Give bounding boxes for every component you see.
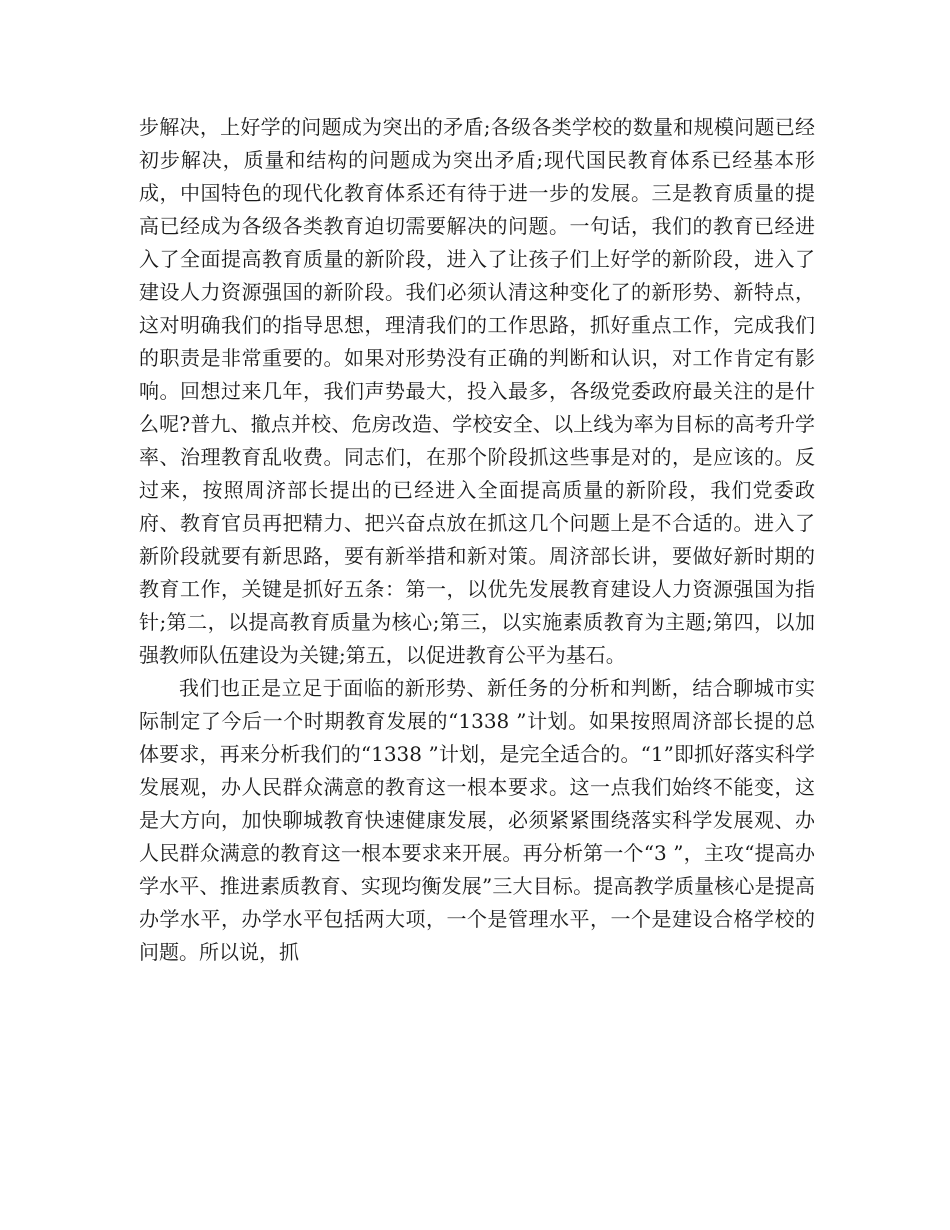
- paragraph-continued: 步解决，上好学的问题成为突出的矛盾;各级各类学校的数量和规模问题已经初步解决，质量和结构的问题成为突出矛盾;现代国民教育体系已经基本形成，中国特色的现代化教育体系还有待于进一步的发展。三是教育质量的提高已经成为各级各类教育迫切需要解决的问题。一句话，我们的教育已经进入了全面提高教育质量的新阶段，进入了让孩子们上好学的新阶段，进入了建设人力资源强国的新阶段。我们必须认清这种变化了的新形势、新特点，这对明确我们的指导思想，理清我们的工作思路，抓好重点工作，完成我们的职责是非常重要的。如果对形势没有正确的判断和认识，对工作肯定有影响。回想过来几年，我们声势最大，投入最多，各级党委政府最关注的是什么呢?普九、撤点并校、危房改造、学校安全、以上线为率为目标的高考升学率、治理教育乱收费。同志们，在那个阶段抓这些事是对的，是应该的。反过来，按照周济部长提出的已经进入全面提高质量的新阶段，我们党委政府、教育官员再把精力、把兴奋点放在抓这几个问题上是不合适的。进入了新阶段就要有新思路，要有新举措和新对策。周济部长讲，要做好新时期的教育工作，关键是抓好五条：第一，以优先发展教育建设人力资源强国为指针;第二，以提高教育质量为核心;第三，以实施素质教育为主题;第四，以加强教师队伍建设为关键;第五，以促进教育公平为基石。: [139, 115, 815, 667]
- paragraph-1338-plan: 我们也正是立足于面临的新形势、新任务的分析和判断，结合聊城市实际制定了今后一个时期教育发展的“1338 ”计划。如果按照周济部长提的总体要求，再来分析我们的“1338 ”计划，是完全适合的。“1”即抓好落实科学发展观，办人民群众满意的教育这一根本要求。这一点我们始终不能变，这是大方向，加快聊城教育快速健康发展，必须紧紧围绕落实科学发展观、办人民群众满意的教育这一根本要求来开展。再分析第一个“3 ”，主攻“提高办学水平、推进素质教育、实现均衡发展”三大目标。提高教学质量核心是提高办学水平，办学水平包括两大项，一个是管理水平，一个是建设合格学校的问题。所以说，抓: [139, 676, 815, 964]
- document-body: [139, 111, 815, 969]
